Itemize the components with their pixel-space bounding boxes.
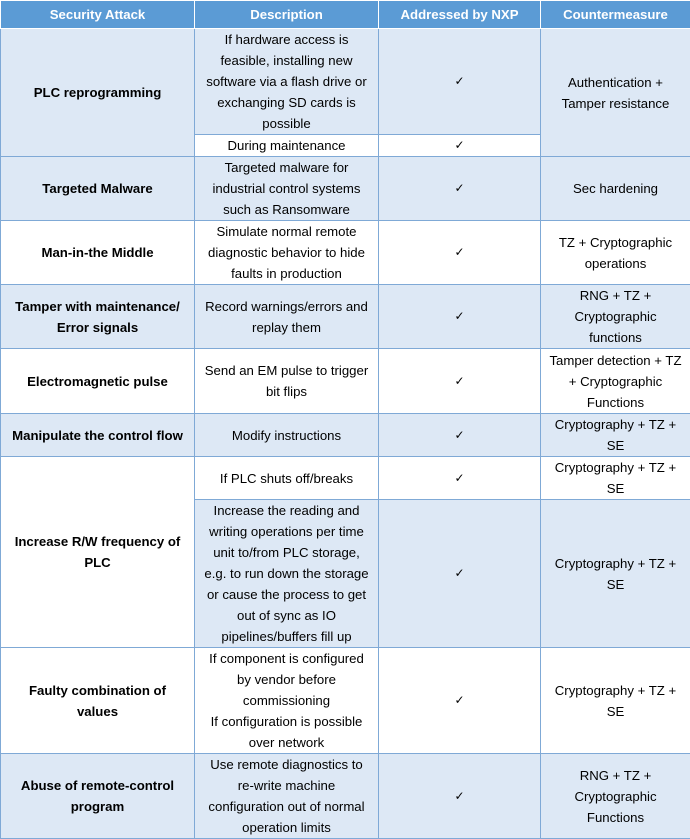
description-cell: Simulate normal remote diagnostic behavior to hide faults in production — [195, 221, 379, 285]
check-cell: ✓ — [379, 29, 541, 135]
attack-cell: Man-in-the Middle — [1, 221, 195, 285]
header-security-attack: Security Attack — [1, 1, 195, 29]
description-cell: Increase the reading and writing operations per time unit to/from PLC storage, e.g. to run down the storage or cause the process to get out of sync as IO pipelines/buffers fill up — [195, 500, 379, 648]
description-cell: Use remote diagnostics to re-write machine configuration out of normal operation limits — [195, 754, 379, 839]
header-addressed-by-nxp: Addressed by NXP — [379, 1, 541, 29]
attack-cell: PLC reprogramming — [1, 29, 195, 157]
countermeasure-cell: Tamper detection + TZ + Cryptographic Functions — [541, 349, 690, 414]
countermeasure-cell: Cryptography + TZ + SE — [541, 648, 690, 754]
header-description: Description — [195, 1, 379, 29]
description-cell: If PLC shuts off/breaks — [195, 457, 379, 500]
description-line: If configuration is possible over network — [201, 711, 372, 753]
countermeasure-cell: Authentication + Tamper resistance — [541, 29, 690, 157]
table-row — [1, 414, 690, 457]
table-row — [1, 754, 690, 839]
description-cell: Modify instructions — [195, 414, 379, 457]
description-cell: During maintenance — [195, 135, 379, 157]
description-cell: If hardware access is feasible, installing new software via a flash drive or exchanging SD cards is possible — [195, 29, 379, 135]
check-cell: ✓ — [379, 500, 541, 648]
check-cell: ✓ — [379, 285, 541, 349]
table-row — [1, 221, 690, 285]
check-cell: ✓ — [379, 648, 541, 754]
check-cell: ✓ — [379, 221, 541, 285]
attack-cell: Targeted Malware — [1, 157, 195, 221]
table-header-row — [1, 1, 690, 29]
description-cell: Record warnings/errors and replay them — [195, 285, 379, 349]
table-row — [1, 457, 690, 500]
check-cell: ✓ — [379, 135, 541, 157]
attack-cell: Faulty combination of values — [1, 648, 195, 754]
description-line: If component is configured by vendor before commissioning — [201, 648, 372, 711]
header-countermeasure: Countermeasure — [541, 1, 690, 29]
countermeasure-cell: RNG + TZ + Cryptographic functions — [541, 285, 690, 349]
countermeasure-cell: Cryptography + TZ + SE — [541, 414, 690, 457]
check-cell: ✓ — [379, 414, 541, 457]
countermeasure-cell: Cryptography + TZ + SE — [541, 457, 690, 500]
check-cell: ✓ — [379, 157, 541, 221]
table-row — [1, 349, 690, 414]
attack-cell: Increase R/W frequency of PLC — [1, 457, 195, 648]
attack-cell: Abuse of remote-control program — [1, 754, 195, 839]
attack-cell: Tamper with maintenance/ Error signals — [1, 285, 195, 349]
table-row — [1, 157, 690, 221]
countermeasure-cell: RNG + TZ + Cryptographic Functions — [541, 754, 690, 839]
table-row — [1, 29, 690, 135]
attack-cell: Manipulate the control flow — [1, 414, 195, 457]
table-row — [1, 648, 690, 754]
check-cell: ✓ — [379, 754, 541, 839]
check-cell: ✓ — [379, 349, 541, 414]
description-cell: Targeted malware for industrial control systems such as Ransomware — [195, 157, 379, 221]
description-cell — [195, 648, 379, 754]
countermeasure-cell: TZ + Cryptographic operations — [541, 221, 690, 285]
table-row — [1, 285, 690, 349]
countermeasure-cell: Cryptography + TZ + SE — [541, 500, 690, 648]
check-cell: ✓ — [379, 457, 541, 500]
attack-cell: Electromagnetic pulse — [1, 349, 195, 414]
countermeasure-cell: Sec hardening — [541, 157, 690, 221]
description-cell: Send an EM pulse to trigger bit flips — [195, 349, 379, 414]
